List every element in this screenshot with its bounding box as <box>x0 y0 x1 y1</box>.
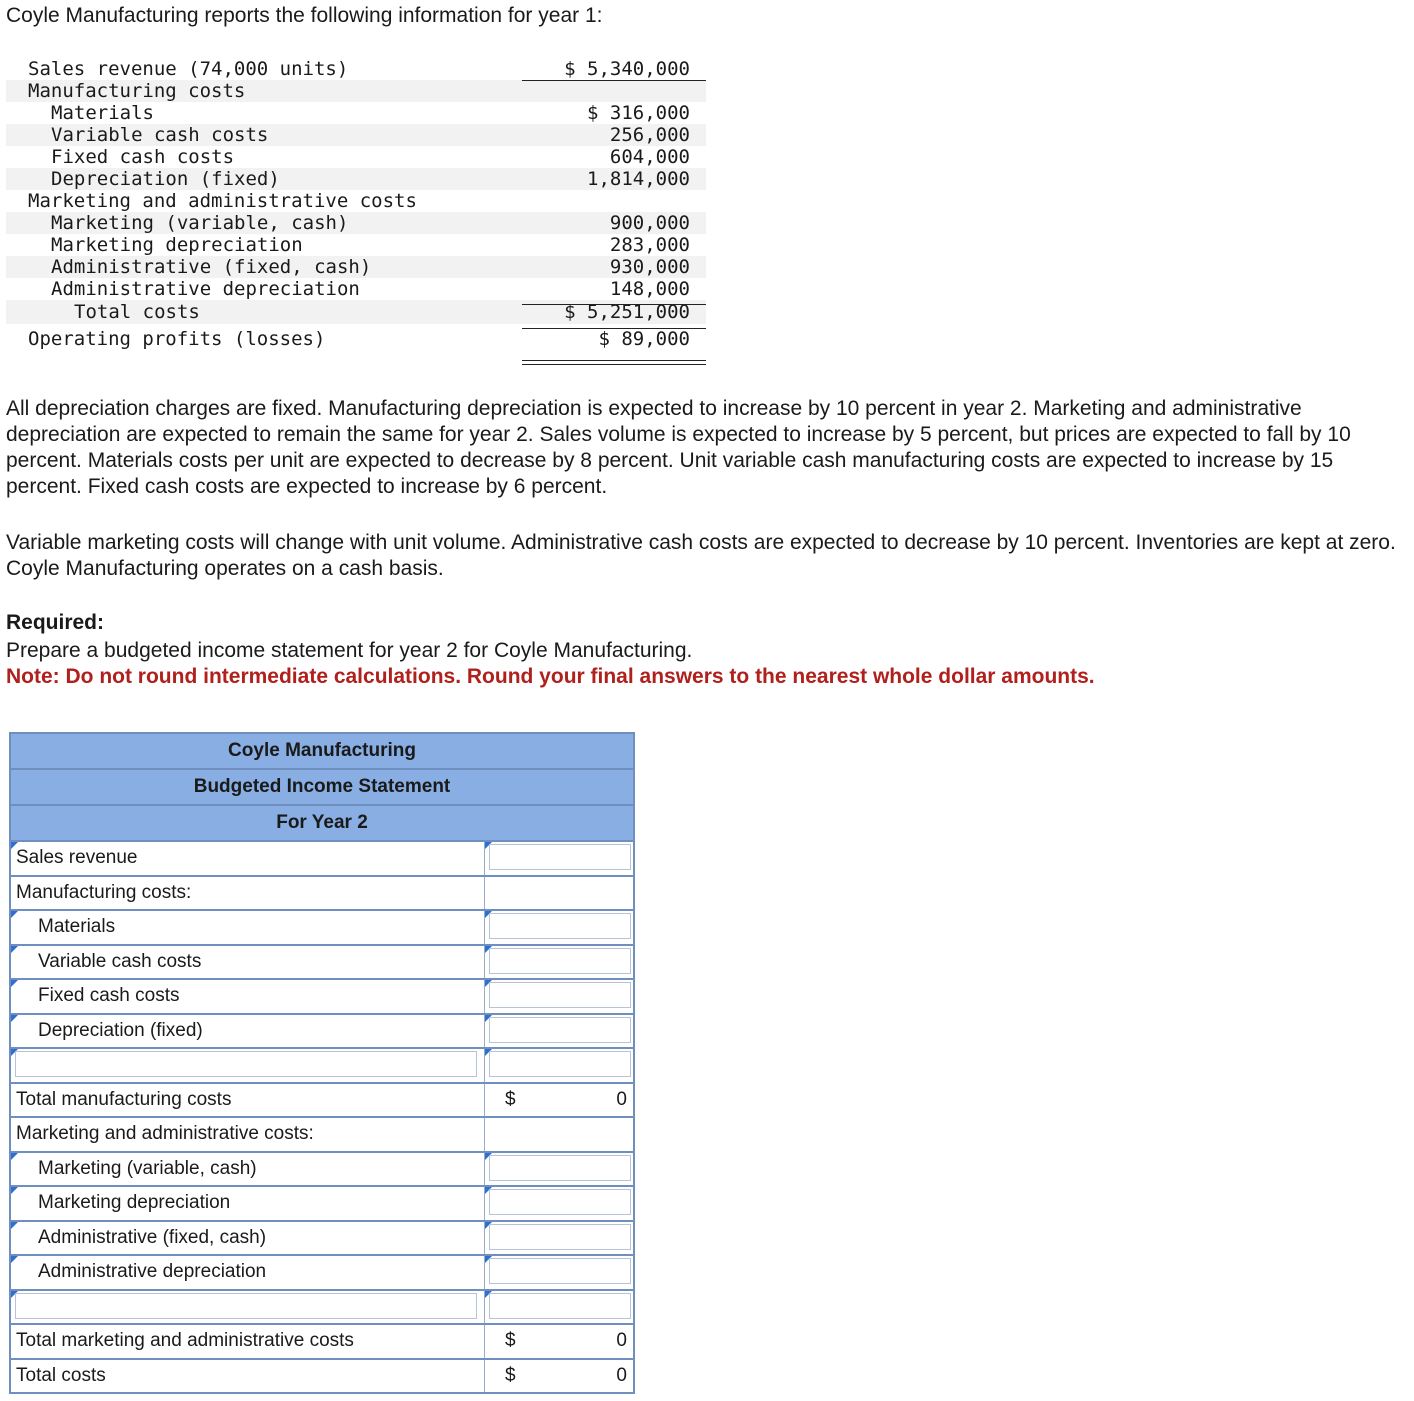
sales-revenue-input[interactable] <box>489 844 631 870</box>
total-mfg-value: 0 <box>616 1088 627 1110</box>
y1-label: Marketing depreciation <box>51 234 303 256</box>
row-marketing-depreciation <box>11 1187 633 1222</box>
rule-above-total <box>522 304 706 305</box>
rule-under-sales <box>522 80 706 81</box>
label-cell <box>11 1325 485 1358</box>
y1-label: Marketing (variable, cash) <box>51 212 349 234</box>
row-label: Marketing (variable, cash) <box>38 1157 257 1179</box>
value-cell <box>485 1049 633 1082</box>
label-cell <box>11 842 485 875</box>
row-label: Total manufacturing costs <box>16 1088 232 1110</box>
label-cell <box>11 1153 485 1186</box>
paragraph-cash-basis: Variable marketing costs will change with unit volume. Administrative cash costs are expected to decrease by 10 percent. Inventories are kept at zero. Coyle Manufacturing operates on a cash basis. <box>6 531 1396 580</box>
administrative-depreciation-input[interactable] <box>489 1258 631 1284</box>
input-flag-icon <box>11 980 18 987</box>
row-label: Administrative depreciation <box>38 1261 267 1282</box>
y1-amount: $ 89,000 <box>598 328 690 350</box>
row-label: Variable cash costs <box>38 950 202 972</box>
fixed-cash-costs-input[interactable] <box>489 982 631 1008</box>
input-flag-icon <box>11 1187 18 1194</box>
input-flag-icon <box>11 911 18 918</box>
value-cell <box>485 877 633 910</box>
y1-amount: 283,000 <box>609 234 690 256</box>
administrative-fixed-input[interactable] <box>489 1224 631 1250</box>
value-cell <box>485 980 633 1013</box>
label-cell <box>11 1118 485 1151</box>
row-materials <box>11 911 633 946</box>
y1-row-materials <box>6 102 706 124</box>
dollar-sign: $ <box>505 1088 516 1110</box>
y1-label: Variable cash costs <box>51 124 269 146</box>
paragraph-assumptions: All depreciation charges are fixed. Manufacturing depreciation is expected to increase by 10 percent in year 2. Marketing and administrative depreciation are expected to remain the same for year 2. Sales volume is expected to increase by 5 percent, but prices are expected to fall by 10 percent. Materials costs per unit are expected to decrease by 8 percent. Unit variable cash manufacturing costs are expected to increase by 15 percent. Fixed cash costs are expected to increase by 6 percent. <box>6 397 1351 498</box>
value-cell <box>485 1187 633 1220</box>
input-flag-icon <box>11 1222 18 1229</box>
input-flag-icon <box>11 1153 18 1160</box>
y1-label: Manufacturing costs <box>28 80 246 102</box>
input-flag-icon <box>11 1256 18 1263</box>
label-cell <box>11 1360 485 1393</box>
label-cell <box>11 1291 485 1324</box>
value-cell <box>485 842 633 875</box>
row-ma-blank <box>11 1291 633 1326</box>
row-label: Materials <box>38 916 116 937</box>
row-label: Marketing depreciation <box>38 1192 231 1213</box>
row-label: Total costs <box>16 1364 106 1386</box>
value-cell <box>485 1118 633 1151</box>
y1-row-admdepr <box>6 278 706 300</box>
y1-amount: 148,000 <box>609 278 690 300</box>
y1-row-mfg <box>6 80 706 102</box>
y1-amount: 604,000 <box>609 146 690 168</box>
budgeted-income-statement <box>9 732 635 1394</box>
year1-table <box>6 58 706 354</box>
row-administrative-fixed <box>11 1222 633 1257</box>
y1-label: Sales revenue (74,000 units) <box>28 58 349 80</box>
row-label: Marketing and administrative costs: <box>16 1123 314 1144</box>
row-administrative-depreciation <box>11 1256 633 1291</box>
statement-company: Coyle Manufacturing <box>11 734 633 770</box>
value-cell <box>485 1084 633 1117</box>
y1-amount: 930,000 <box>609 256 690 278</box>
y1-label: Marketing and administrative costs <box>28 190 417 212</box>
rounding-note: Note: Do not round intermediate calculations. Round your final answers to the nearest whole dollar amounts. <box>6 665 1095 688</box>
y1-label: Total costs <box>74 301 200 323</box>
required-heading: Required: <box>6 611 105 634</box>
materials-input[interactable] <box>489 913 631 939</box>
value-cell <box>485 1153 633 1186</box>
label-cell <box>11 1187 485 1220</box>
statement-period: For Year 2 <box>11 806 633 842</box>
ma-extra-value-input[interactable] <box>489 1293 631 1319</box>
row-label: Depreciation (fixed) <box>38 1019 203 1041</box>
dollar-sign: $ <box>505 1330 516 1351</box>
dollar-sign: $ <box>505 1364 516 1386</box>
y1-row-mktvar <box>6 212 706 234</box>
value-cell <box>485 1222 633 1255</box>
y1-label: Operating profits (losses) <box>28 328 326 350</box>
row-total-ma <box>11 1325 633 1360</box>
row-label: Total marketing and administrative costs <box>16 1330 354 1351</box>
row-sales-revenue <box>11 842 633 877</box>
required-text: Prepare a budgeted income statement for year 2 for Coyle Manufacturing. <box>6 639 693 662</box>
value-cell <box>485 1256 633 1289</box>
y1-label: Materials <box>51 102 154 124</box>
y1-amount: 900,000 <box>609 212 690 234</box>
y1-label: Fixed cash costs <box>51 146 235 168</box>
marketing-variable-input[interactable] <box>489 1155 631 1181</box>
total-ma-value: 0 <box>616 1330 627 1351</box>
row-ma-heading <box>11 1118 633 1153</box>
label-cell <box>11 1015 485 1048</box>
y1-amount: $ 5,340,000 <box>564 58 690 80</box>
row-marketing-variable <box>11 1153 633 1188</box>
rule-under-total <box>522 328 706 329</box>
value-cell <box>485 1015 633 1048</box>
label-cell <box>11 877 485 910</box>
statement-title: Budgeted Income Statement <box>11 770 633 806</box>
y1-row-varcash <box>6 124 706 146</box>
label-cell <box>11 1049 485 1082</box>
y1-label: Administrative (fixed, cash) <box>51 256 372 278</box>
row-label: Fixed cash costs <box>38 985 180 1006</box>
value-cell <box>485 911 633 944</box>
row-label: Manufacturing costs: <box>16 881 192 903</box>
label-cell <box>11 980 485 1013</box>
y1-amount: $ 316,000 <box>587 102 690 124</box>
row-total-manufacturing <box>11 1084 633 1119</box>
row-variable-cash-costs <box>11 946 633 981</box>
depreciation-input[interactable] <box>489 1017 631 1043</box>
row-label: Sales revenue <box>16 847 138 868</box>
value-cell <box>485 1360 633 1393</box>
y1-row-ma <box>6 190 706 212</box>
variable-cash-costs-input[interactable] <box>489 948 631 974</box>
row-total-costs <box>11 1360 633 1395</box>
y1-amount: 256,000 <box>609 124 690 146</box>
y1-label: Administrative depreciation <box>51 278 360 300</box>
y1-amount: $ 5,251,000 <box>564 301 690 323</box>
total-costs-value: 0 <box>616 1364 627 1386</box>
input-flag-icon <box>11 1015 18 1022</box>
y1-row-admfixed <box>6 256 706 278</box>
input-flag-icon <box>11 842 18 849</box>
row-fixed-cash-costs <box>11 980 633 1015</box>
row-label: Administrative (fixed, cash) <box>38 1226 267 1248</box>
label-cell <box>11 1084 485 1117</box>
label-cell <box>11 911 485 944</box>
y1-row-depr <box>6 168 706 190</box>
intro-text: Coyle Manufacturing reports the following information for year 1: <box>6 4 603 27</box>
mfg-extra-value-input[interactable] <box>489 1051 631 1077</box>
mfg-extra-label-input[interactable] <box>15 1051 477 1077</box>
value-cell <box>485 1291 633 1324</box>
y1-amount: 1,814,000 <box>587 168 690 190</box>
value-cell <box>485 946 633 979</box>
input-flag-icon <box>11 946 18 953</box>
label-cell <box>11 1222 485 1255</box>
row-depreciation-fixed <box>11 1015 633 1050</box>
row-manufacturing-heading <box>11 877 633 912</box>
value-cell <box>485 1325 633 1358</box>
double-rule-profit <box>522 360 706 365</box>
row-mfg-blank <box>11 1049 633 1084</box>
label-cell <box>11 946 485 979</box>
y1-label: Depreciation (fixed) <box>51 168 280 190</box>
y1-row-sales <box>6 58 706 80</box>
y1-row-mktdepr <box>6 234 706 256</box>
y1-row-fixedcash <box>6 146 706 168</box>
label-cell <box>11 1256 485 1289</box>
marketing-depreciation-input[interactable] <box>489 1189 631 1215</box>
ma-extra-label-input[interactable] <box>15 1293 477 1319</box>
